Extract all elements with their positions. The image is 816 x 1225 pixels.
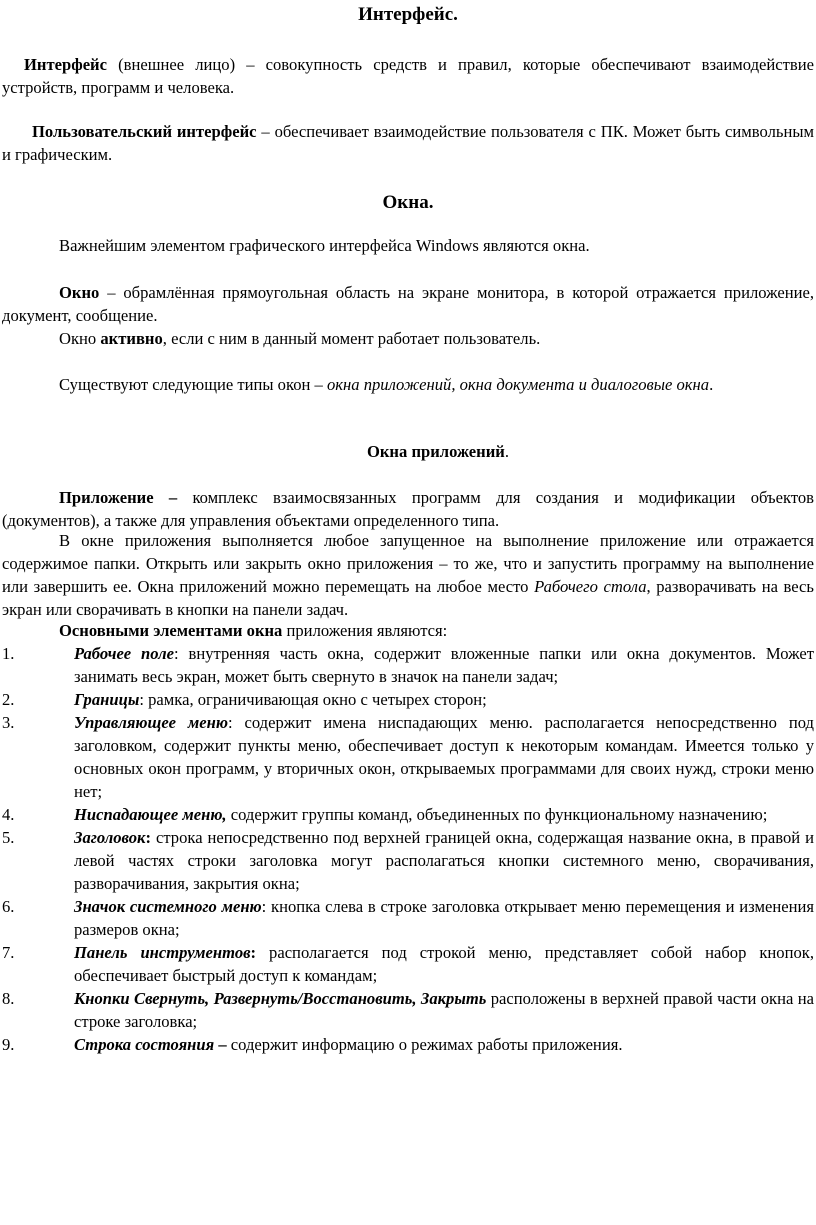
list-text: кнопка слева в строке заголовка открывает меню перемещения и изменения размеров окна; [74, 897, 815, 939]
list-term: Строка состояния [74, 1035, 215, 1054]
list-sep: : [145, 828, 151, 847]
list-item [2, 987, 814, 1033]
text-types-italic: окна приложений, окна документа и диалоговые окна [326, 375, 710, 394]
text-active-pre: Окно [59, 329, 101, 348]
list-number: 3. [2, 713, 15, 732]
list-sep: : [227, 713, 233, 732]
paragraph-window-types [2, 373, 814, 396]
list-text: рамка, ограничивающая окно с четырех сторон; [143, 690, 487, 709]
list-item [2, 711, 814, 803]
paragraph-user-interface [2, 120, 814, 166]
list-term: Границы [74, 690, 140, 709]
list-number: 8. [2, 989, 15, 1008]
list-number: 6. [2, 897, 15, 916]
term-main-elements: Основными элементами окна [59, 621, 283, 640]
list-number: 2. [2, 690, 15, 709]
paragraph-app-window [2, 529, 814, 621]
term-window: Окно [59, 283, 100, 302]
paragraph-interface [2, 53, 814, 99]
text-app-window-post: , разворачивать на весь экран или сворачивать в кнопки на панели задач. [2, 577, 814, 619]
list-text: содержит имена ниспадающих меню. располагается непосредственно под заголовком, содержит пункты меню, обеспечивает доступ к некоторым командам. Имеется только у основных окон программ, у вторичных окон, открываемых программами для своих нужд, строки меню нет; [74, 713, 814, 801]
list-number: 1. [2, 644, 15, 663]
list-item [2, 642, 814, 688]
list-term: Кнопки Свернуть, Развернуть/Восстановить, Закрыть [74, 989, 487, 1008]
title-app-windows [0, 440, 816, 463]
title-app-windows-dot: . [504, 442, 510, 461]
title-interface: Интерфейс. [358, 4, 458, 25]
paragraph-app-definition [2, 486, 814, 532]
text-user-interface: – обеспечивает взаимодействие пользователя с ПК. Может быть символьным и графическим. [2, 122, 814, 164]
list-item [2, 1033, 814, 1056]
paragraph-window-definition [2, 281, 814, 327]
title-windows: Окна. [382, 192, 434, 213]
text-app-window-pre: В окне приложения выполняется любое запущенное на выполнение приложение или отражается содержимое папки. Открыть или закрыть окно приложения – то же, что и запустить программу на выполнение или завершить ее. Окна приложений можно перемещать на любое место [2, 531, 814, 596]
list-item [2, 826, 814, 895]
text-window: – обрамлённая прямоугольная область на экране монитора, в которой отражается приложение, документ, сообщение. [2, 283, 814, 325]
term-user-interface: Пользовательский интерфейс [32, 122, 257, 141]
list-text: располагается под строкой меню, представляет собой набор кнопок, обеспечивает быстрый доступ к командам; [74, 943, 814, 985]
list-term: Значок системного меню [74, 897, 262, 916]
term-active: активно [100, 329, 163, 348]
text-app-window-italic: Рабочего стола [534, 577, 647, 596]
list-text: внутренняя часть окна, содержит вложенные папки или окна документов. Может занимать весь экран, может быть свернуто в значок на панели задач; [74, 644, 815, 686]
list-text: содержит группы команд, объединенных по функциональному назначению; [226, 805, 768, 824]
paragraph-windows-main: Важнейшим элементом графического интерфейса Windows являются окна. [59, 236, 590, 255]
list-sep: : [139, 690, 144, 709]
list-term: Управляющее меню [74, 713, 228, 732]
list-number: 5. [2, 828, 15, 847]
paragraph-active-window [2, 327, 814, 350]
list-term: Ниспадающее меню, [74, 805, 227, 824]
list-text: содержит информацию о режимах работы приложения. [226, 1035, 623, 1054]
text-interface: (внешнее лицо) – совокупность средств и правил, которые обеспечивают взаимодействие устройств, программ и человека. [2, 55, 814, 97]
list-item [2, 803, 814, 826]
list-text: строка непосредственно под верхней границей окна, содержащая название окна, в правой и левой частях строки заголовка могут располагаться кнопки системного меню, сворачивания, разворачивания, закрытия окна; [74, 828, 814, 893]
list-term: Заголовок [74, 828, 146, 847]
list-sep: : [250, 943, 257, 962]
text-types-pre: Существуют следующие типы окон – [59, 375, 327, 394]
list-sep: : [174, 644, 179, 663]
list-sep: : [261, 897, 267, 916]
list-number: 7. [2, 943, 15, 962]
list-text: расположены в верхней правой части окна на строке заголовка; [74, 989, 814, 1031]
list-item [2, 688, 814, 711]
text-types-post: . [709, 375, 714, 394]
list-number: 4. [2, 805, 15, 824]
list-term: Панель инструментов [74, 943, 251, 962]
term-app: Приложение – [59, 488, 178, 507]
list-number: 9. [2, 1035, 15, 1054]
text-main-elements: приложения являются: [282, 621, 448, 640]
title-app-windows-text: Окна приложений [366, 442, 505, 461]
paragraph-main-elements [2, 619, 814, 642]
list-sep: – [214, 1035, 227, 1054]
text-app: комплекс взаимосвязанных программ для создания и модификации объектов (документов), а также для управления объектами определенного типа. [2, 488, 814, 530]
list-term: Рабочее поле [74, 644, 175, 663]
text-active-post: , если с ним в данный момент работает пользователь. [162, 329, 541, 348]
term-interface: Интерфейс [24, 55, 107, 74]
list-item [2, 895, 814, 941]
list-item [2, 941, 814, 987]
elements-list [2, 642, 814, 1056]
